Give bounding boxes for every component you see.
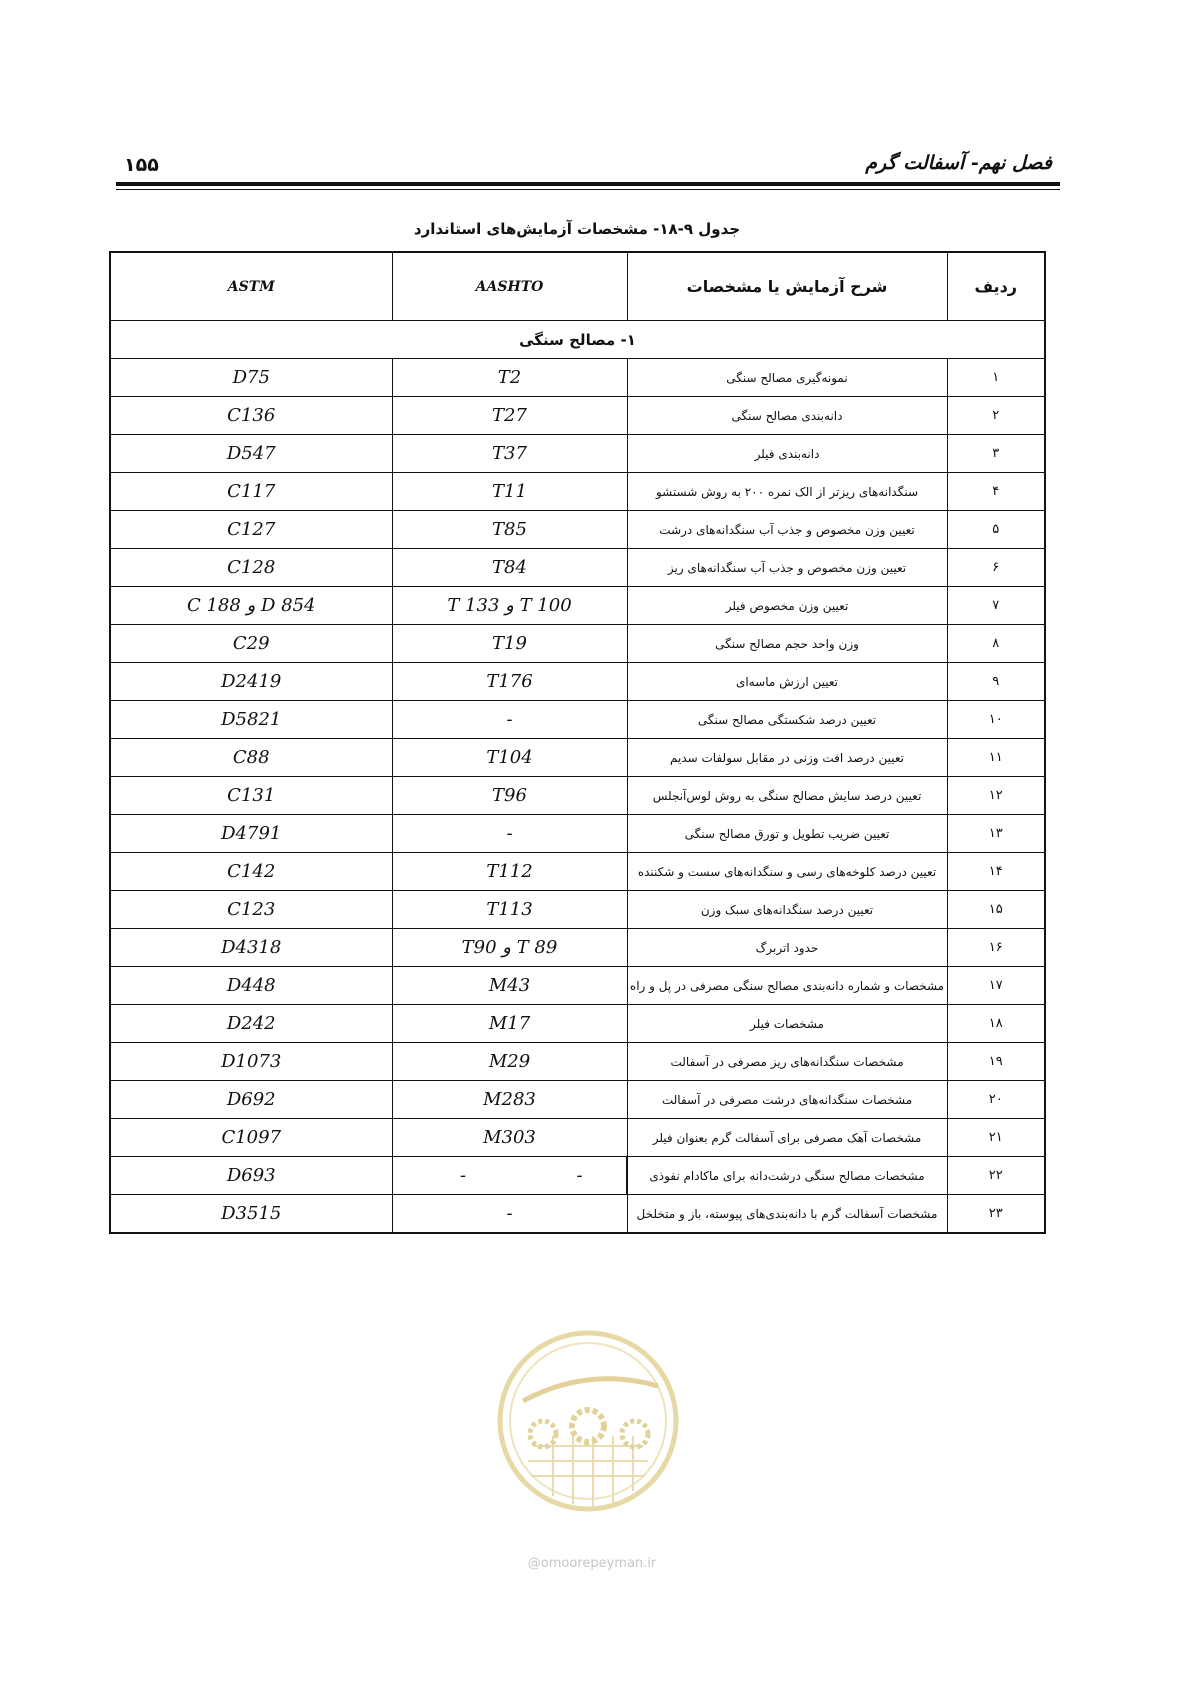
astm-code-cell: C1097 — [110, 1119, 392, 1157]
row-number-cell: ۲ — [947, 397, 1045, 435]
aashto-code-part: - — [534, 1157, 627, 1194]
row-number-cell: ۲۲ — [947, 1157, 1045, 1195]
astm-code-cell: D242 — [110, 1005, 392, 1043]
aashto-code-cell: T85 — [392, 511, 627, 549]
aashto-code-cell: T90 و T 89 — [392, 929, 627, 967]
description-cell: تعیین درصد سایش مصالح سنگی به روش لوس‌آنجلس — [627, 777, 947, 815]
astm-code-cell: D5821 — [110, 701, 392, 739]
astm-code-cell: D547 — [110, 435, 392, 473]
astm-code-cell: C131 — [110, 777, 392, 815]
aashto-code-cell: M17 — [392, 1005, 627, 1043]
row-number-cell: ۱ — [947, 359, 1045, 397]
row-number-cell: ۲۱ — [947, 1119, 1045, 1157]
page-number: ۱۵۵ — [124, 154, 159, 176]
astm-code-cell: D4318 — [110, 929, 392, 967]
description-cell: تعیین درصد کلوخه‌های رسی و سنگدانه‌های سست و شکننده — [627, 853, 947, 891]
table-row — [110, 1157, 1045, 1195]
aashto-code-cell: - — [392, 815, 627, 853]
description-cell: دانه‌بندی فیلر — [627, 435, 947, 473]
row-number-cell: ۷ — [947, 587, 1045, 625]
row-number-cell: ۲۳ — [947, 1195, 1045, 1234]
astm-code-cell: D4791 — [110, 815, 392, 853]
aashto-code-cell: T27 — [392, 397, 627, 435]
description-cell: تعیین ضریب تطویل و تورق مصالح سنگی — [627, 815, 947, 853]
table-row — [110, 1081, 1045, 1119]
astm-code-cell: D3515 — [110, 1195, 392, 1234]
row-number-cell: ۱۸ — [947, 1005, 1045, 1043]
aashto-code-cell: T19 — [392, 625, 627, 663]
astm-code-cell: C29 — [110, 625, 392, 663]
description-cell: سنگدانه‌های ریزتر از الک نمره ۲۰۰ به روش شستشو — [627, 473, 947, 511]
table-row — [110, 815, 1045, 853]
table-row — [110, 473, 1045, 511]
aashto-code-cell: T2 — [392, 359, 627, 397]
row-number-cell: ۱۷ — [947, 967, 1045, 1005]
aashto-code-cell: M29 — [392, 1043, 627, 1081]
astm-code-cell: C136 — [110, 397, 392, 435]
astm-code-cell: C127 — [110, 511, 392, 549]
astm-code-cell: C142 — [110, 853, 392, 891]
table-row — [110, 511, 1045, 549]
table-caption: جدول ۹-۱۸- مشخصات آزمایش‌های استاندارد — [413, 220, 741, 238]
table-header-row — [110, 252, 1045, 321]
table-row — [110, 1195, 1045, 1234]
description-cell: تعیین درصد شکستگی مصالح سنگی — [627, 701, 947, 739]
row-number-cell: ۴ — [947, 473, 1045, 511]
table-row — [110, 891, 1045, 929]
column-header-aashto: AASHTO — [392, 252, 627, 321]
row-number-cell: ۱۶ — [947, 929, 1045, 967]
description-cell: مشخصات آسفالت گرم با دانه‌بندی‌های پیوسته، باز و متخلخل — [627, 1195, 947, 1234]
row-number-cell: ۱۱ — [947, 739, 1045, 777]
description-cell: حدود اتربرگ — [627, 929, 947, 967]
row-number-cell: ۲۰ — [947, 1081, 1045, 1119]
chapter-title: فصل نهم- آسفالت گرم — [865, 152, 1052, 174]
table-row — [110, 777, 1045, 815]
astm-code-cell: D692 — [110, 1081, 392, 1119]
aashto-code-cell: M283 — [392, 1081, 627, 1119]
table-row — [110, 587, 1045, 625]
aashto-code-cell: T 133 و T 100 — [392, 587, 627, 625]
astm-code-cell: C123 — [110, 891, 392, 929]
row-number-cell: ۱۵ — [947, 891, 1045, 929]
aashto-code-cell: M303 — [392, 1119, 627, 1157]
table-row — [110, 625, 1045, 663]
aashto-code-cell — [392, 1157, 627, 1195]
astm-code-cell: C117 — [110, 473, 392, 511]
description-cell: تعیین درصد سنگدانه‌های سبک وزن — [627, 891, 947, 929]
table-row — [110, 967, 1045, 1005]
aashto-code-cell: T112 — [392, 853, 627, 891]
standard-tests-table — [109, 251, 1046, 1234]
table-row — [110, 397, 1045, 435]
table-row — [110, 663, 1045, 701]
page-header — [118, 150, 1058, 180]
table-row — [110, 549, 1045, 587]
description-cell: تعیین وزن مخصوص فیلر — [627, 587, 947, 625]
row-number-cell: ۸ — [947, 625, 1045, 663]
astm-code-cell: C 188 و D 854 — [110, 587, 392, 625]
watermark-logo — [493, 1326, 683, 1516]
table-row — [110, 1119, 1045, 1157]
table-row — [110, 929, 1045, 967]
description-cell: تعیین ارزش ماسه‌ای — [627, 663, 947, 701]
aashto-code-cell: T11 — [392, 473, 627, 511]
aashto-code-cell: T84 — [392, 549, 627, 587]
description-cell: نمونه‌گیری مصالح سنگی — [627, 359, 947, 397]
description-cell: مشخصات سنگدانه‌های ریز مصرفی در آسفالت — [627, 1043, 947, 1081]
header-rule-thick — [116, 182, 1060, 186]
column-header-description: شرح آزمایش یا مشخصات — [627, 252, 947, 321]
table-row — [110, 701, 1045, 739]
astm-code-cell: D2419 — [110, 663, 392, 701]
table-row — [110, 359, 1045, 397]
description-cell: مشخصات مصالح سنگی درشت‌دانه برای ماکادام نفوذی — [627, 1157, 947, 1195]
column-header-astm: ASTM — [110, 252, 392, 321]
aashto-code-part: - — [459, 1165, 467, 1186]
row-number-cell: ۳ — [947, 435, 1045, 473]
description-cell: مشخصات سنگدانه‌های درشت مصرفی در آسفالت — [627, 1081, 947, 1119]
aashto-code-cell: T96 — [392, 777, 627, 815]
description-cell: مشخصات و شماره دانه‌بندی مصالح سنگی مصرفی در پل و راه — [627, 967, 947, 1005]
astm-code-cell: D693 — [110, 1157, 392, 1195]
section-title: ۱- مصالح سنگی — [110, 321, 1045, 359]
astm-code-cell: D75 — [110, 359, 392, 397]
watermark-url: @omoorepeyman.ir — [527, 1556, 657, 1571]
description-cell: دانه‌بندی مصالح سنگی — [627, 397, 947, 435]
description-cell: تعیین درصد افت وزنی در مقابل سولفات سدیم — [627, 739, 947, 777]
description-cell: تعیین وزن مخصوص و جذب آب سنگدانه‌های ریز — [627, 549, 947, 587]
aashto-code-cell: T113 — [392, 891, 627, 929]
table-row — [110, 1043, 1045, 1081]
section-row — [110, 321, 1045, 359]
aashto-code-cell: T37 — [392, 435, 627, 473]
aashto-code-cell: M43 — [392, 967, 627, 1005]
description-cell: مشخصات آهک مصرفی برای آسفالت گرم بعنوان فیلر — [627, 1119, 947, 1157]
row-number-cell: ۱۹ — [947, 1043, 1045, 1081]
row-number-cell: ۱۲ — [947, 777, 1045, 815]
table-row — [110, 1005, 1045, 1043]
astm-code-cell: C128 — [110, 549, 392, 587]
table-row — [110, 739, 1045, 777]
table-row — [110, 435, 1045, 473]
header-rule-thin — [116, 189, 1060, 190]
description-cell: مشخصات فیلر — [627, 1005, 947, 1043]
astm-code-cell: D1073 — [110, 1043, 392, 1081]
row-number-cell: ۱۳ — [947, 815, 1045, 853]
aashto-code-cell: T176 — [392, 663, 627, 701]
column-header-row-number: ردیف — [947, 252, 1045, 321]
row-number-cell: ۱۴ — [947, 853, 1045, 891]
row-number-cell: ۵ — [947, 511, 1045, 549]
astm-code-cell: D448 — [110, 967, 392, 1005]
row-number-cell: ۹ — [947, 663, 1045, 701]
aashto-code-cell: - — [392, 701, 627, 739]
description-cell: تعیین وزن مخصوص و جذب آب سنگدانه‌های درشت — [627, 511, 947, 549]
row-number-cell: ۶ — [947, 549, 1045, 587]
aashto-code-cell: T104 — [392, 739, 627, 777]
table-row — [110, 853, 1045, 891]
aashto-code-cell: - — [392, 1195, 627, 1234]
astm-code-cell: C88 — [110, 739, 392, 777]
description-cell: وزن واحد حجم مصالح سنگی — [627, 625, 947, 663]
row-number-cell: ۱۰ — [947, 701, 1045, 739]
